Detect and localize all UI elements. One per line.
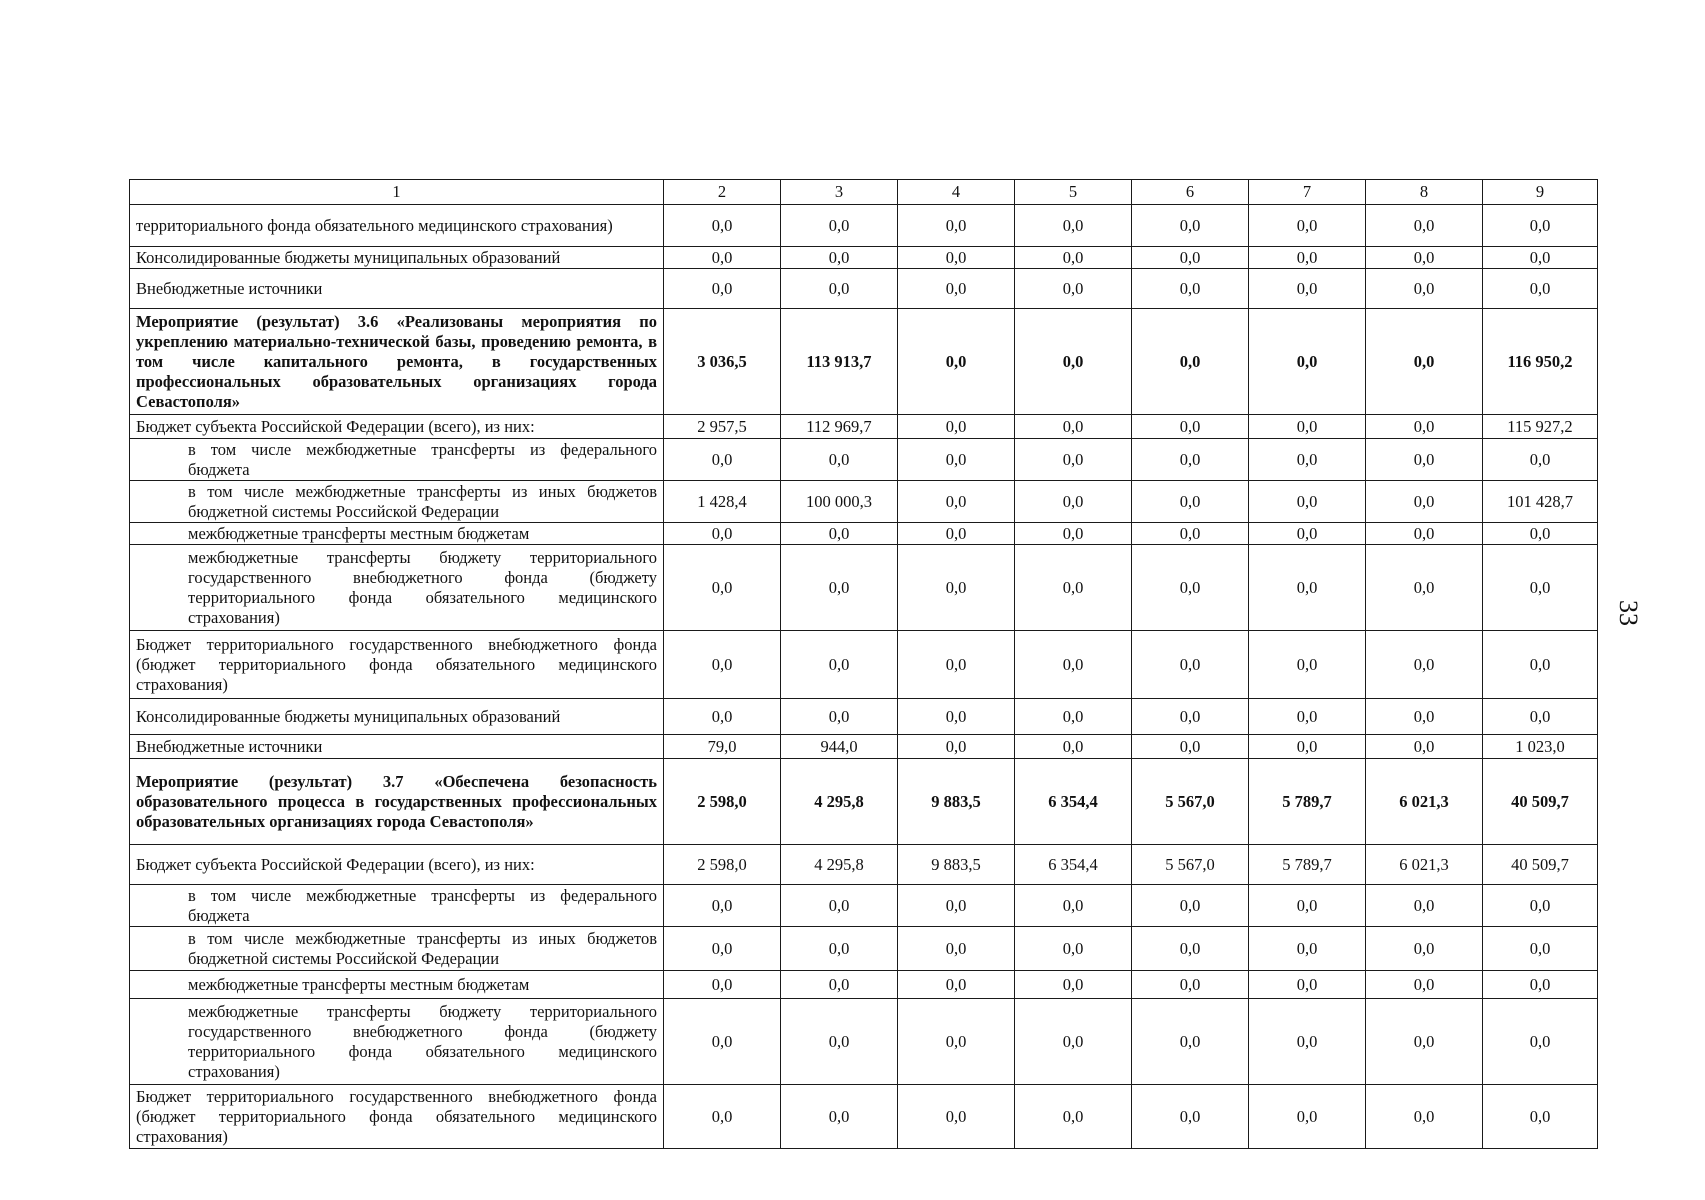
value-cell: 0,0 <box>1015 439 1132 481</box>
header-cell: 8 <box>1366 180 1483 205</box>
value-cell: 0,0 <box>664 999 781 1085</box>
header-cell: 9 <box>1483 180 1598 205</box>
table-row <box>130 247 1598 269</box>
row-label: Консолидированные бюджеты муниципальных образований <box>130 247 664 269</box>
table-row <box>130 845 1598 885</box>
row-label: Внебюджетные источники <box>130 735 664 759</box>
value-cell: 0,0 <box>898 1085 1015 1149</box>
value-cell: 0,0 <box>1483 545 1598 631</box>
value-cell: 0,0 <box>664 885 781 927</box>
value-cell: 0,0 <box>1132 205 1249 247</box>
value-cell: 9 883,5 <box>898 845 1015 885</box>
value-cell: 0,0 <box>1249 247 1366 269</box>
value-cell: 0,0 <box>1249 735 1366 759</box>
value-cell: 0,0 <box>781 971 898 999</box>
value-cell: 0,0 <box>1249 885 1366 927</box>
table-row <box>130 481 1598 523</box>
value-cell: 0,0 <box>664 269 781 309</box>
value-cell: 0,0 <box>1249 699 1366 735</box>
value-cell: 0,0 <box>1366 971 1483 999</box>
row-label: Мероприятие (результат) 3.7 «Обеспечена безопасность образовательного процесса в государственных профессиональных образовательных организациях города Севастополя» <box>130 759 664 845</box>
row-label: межбюджетные трансферты местным бюджетам <box>130 971 664 999</box>
value-cell: 0,0 <box>1015 545 1132 631</box>
table-row <box>130 885 1598 927</box>
value-cell: 0,0 <box>1132 971 1249 999</box>
value-cell: 0,0 <box>1132 309 1249 415</box>
value-cell: 0,0 <box>898 699 1015 735</box>
value-cell: 0,0 <box>898 523 1015 545</box>
value-cell: 0,0 <box>1483 205 1598 247</box>
row-label: в том числе межбюджетные трансферты из иных бюджетов бюджетной системы Российской Федерации <box>130 927 664 971</box>
row-label: Консолидированные бюджеты муниципальных образований <box>130 699 664 735</box>
value-cell: 0,0 <box>898 269 1015 309</box>
value-cell: 0,0 <box>664 971 781 999</box>
value-cell: 0,0 <box>898 999 1015 1085</box>
value-cell: 0,0 <box>1366 927 1483 971</box>
value-cell: 101 428,7 <box>1483 481 1598 523</box>
value-cell: 0,0 <box>1132 523 1249 545</box>
value-cell: 0,0 <box>1249 523 1366 545</box>
row-label: в том числе межбюджетные трансферты из федерального бюджета <box>130 439 664 481</box>
value-cell: 115 927,2 <box>1483 415 1598 439</box>
value-cell: 0,0 <box>1249 415 1366 439</box>
value-cell: 0,0 <box>898 927 1015 971</box>
value-cell: 1 428,4 <box>664 481 781 523</box>
value-cell: 0,0 <box>664 927 781 971</box>
value-cell: 112 969,7 <box>781 415 898 439</box>
value-cell: 0,0 <box>1366 885 1483 927</box>
row-label: в том числе межбюджетные трансферты из иных бюджетов бюджетной системы Российской Федерации <box>130 481 664 523</box>
value-cell: 0,0 <box>1249 999 1366 1085</box>
value-cell: 0,0 <box>1015 269 1132 309</box>
value-cell: 1 023,0 <box>1483 735 1598 759</box>
value-cell: 0,0 <box>781 523 898 545</box>
value-cell: 0,0 <box>1366 699 1483 735</box>
row-label: межбюджетные трансферты местным бюджетам <box>130 523 664 545</box>
value-cell: 40 509,7 <box>1483 845 1598 885</box>
table-row <box>130 1085 1598 1149</box>
value-cell: 0,0 <box>898 309 1015 415</box>
value-cell: 0,0 <box>1249 269 1366 309</box>
row-label: Мероприятие (результат) 3.6 «Реализованы мероприятия по укреплению материально-технической базы, проведению ремонта, в том числе капитального ремонта, в государственных профессиональных образовательных организациях города Севастополя» <box>130 309 664 415</box>
value-cell: 0,0 <box>664 439 781 481</box>
value-cell: 2 598,0 <box>664 759 781 845</box>
value-cell: 0,0 <box>1132 885 1249 927</box>
value-cell: 0,0 <box>1015 735 1132 759</box>
value-cell: 0,0 <box>1249 545 1366 631</box>
table-row <box>130 631 1598 699</box>
table-row <box>130 309 1598 415</box>
table-row <box>130 205 1598 247</box>
value-cell: 0,0 <box>1132 481 1249 523</box>
value-cell: 0,0 <box>898 247 1015 269</box>
value-cell: 0,0 <box>781 545 898 631</box>
value-cell: 0,0 <box>1132 247 1249 269</box>
value-cell: 0,0 <box>1015 885 1132 927</box>
row-label: Бюджет территориального государственного внебюджетного фонда (бюджет территориального фонда обязательного медицинского страхования) <box>130 631 664 699</box>
value-cell: 3 036,5 <box>664 309 781 415</box>
value-cell: 0,0 <box>1015 927 1132 971</box>
value-cell: 0,0 <box>1249 309 1366 415</box>
table-row <box>130 415 1598 439</box>
value-cell: 5 789,7 <box>1249 759 1366 845</box>
value-cell: 0,0 <box>664 699 781 735</box>
value-cell: 0,0 <box>1366 735 1483 759</box>
value-cell: 0,0 <box>781 205 898 247</box>
header-cell: 5 <box>1015 180 1132 205</box>
header-cell: 4 <box>898 180 1015 205</box>
value-cell: 0,0 <box>1483 699 1598 735</box>
value-cell: 0,0 <box>1483 269 1598 309</box>
value-cell: 0,0 <box>1366 545 1483 631</box>
row-label: Бюджет субъекта Российской Федерации (всего), из них: <box>130 415 664 439</box>
value-cell: 0,0 <box>1249 1085 1366 1149</box>
value-cell: 0,0 <box>1015 481 1132 523</box>
page-number: 33 <box>1614 600 1643 626</box>
value-cell: 0,0 <box>1483 631 1598 699</box>
table-row <box>130 735 1598 759</box>
value-cell: 0,0 <box>781 631 898 699</box>
value-cell: 0,0 <box>781 999 898 1085</box>
value-cell: 5 567,0 <box>1132 845 1249 885</box>
table-row <box>130 699 1598 735</box>
value-cell: 0,0 <box>1483 971 1598 999</box>
value-cell: 0,0 <box>1366 631 1483 699</box>
value-cell: 0,0 <box>1132 1085 1249 1149</box>
value-cell: 0,0 <box>1249 481 1366 523</box>
table-header-row <box>130 180 1598 205</box>
row-label: межбюджетные трансферты бюджету территориального государственного внебюджетного фонда (бюджету территориального фонда обязательного медицинского страхования) <box>130 999 664 1085</box>
value-cell: 5 789,7 <box>1249 845 1366 885</box>
table-row <box>130 545 1598 631</box>
value-cell: 0,0 <box>664 545 781 631</box>
value-cell: 0,0 <box>898 971 1015 999</box>
value-cell: 0,0 <box>664 205 781 247</box>
value-cell: 0,0 <box>1132 999 1249 1085</box>
value-cell: 6 021,3 <box>1366 845 1483 885</box>
value-cell: 0,0 <box>1015 631 1132 699</box>
row-label: Бюджет территориального государственного внебюджетного фонда (бюджет территориального фонда обязательного медицинского страхования) <box>130 1085 664 1149</box>
table-row <box>130 927 1598 971</box>
value-cell: 0,0 <box>1249 631 1366 699</box>
value-cell: 2 598,0 <box>664 845 781 885</box>
value-cell: 116 950,2 <box>1483 309 1598 415</box>
value-cell: 0,0 <box>1015 247 1132 269</box>
value-cell: 0,0 <box>1483 999 1598 1085</box>
value-cell: 0,0 <box>781 439 898 481</box>
value-cell: 0,0 <box>1483 523 1598 545</box>
value-cell: 0,0 <box>1366 523 1483 545</box>
value-cell: 0,0 <box>1015 971 1132 999</box>
value-cell: 0,0 <box>1015 205 1132 247</box>
value-cell: 0,0 <box>1132 439 1249 481</box>
value-cell: 5 567,0 <box>1132 759 1249 845</box>
row-label: Бюджет субъекта Российской Федерации (всего), из них: <box>130 845 664 885</box>
table-row <box>130 523 1598 545</box>
table-row <box>130 269 1598 309</box>
table-row <box>130 439 1598 481</box>
value-cell: 0,0 <box>1132 631 1249 699</box>
value-cell: 0,0 <box>898 481 1015 523</box>
budget-table <box>129 179 1598 1149</box>
value-cell: 79,0 <box>664 735 781 759</box>
value-cell: 6 354,4 <box>1015 759 1132 845</box>
value-cell: 0,0 <box>1483 439 1598 481</box>
value-cell: 0,0 <box>1015 1085 1132 1149</box>
value-cell: 0,0 <box>664 523 781 545</box>
value-cell: 0,0 <box>1015 699 1132 735</box>
table-row <box>130 999 1598 1085</box>
value-cell: 0,0 <box>1366 999 1483 1085</box>
value-cell: 0,0 <box>1366 439 1483 481</box>
value-cell: 100 000,3 <box>781 481 898 523</box>
value-cell: 0,0 <box>664 1085 781 1149</box>
value-cell: 0,0 <box>1483 885 1598 927</box>
value-cell: 0,0 <box>898 885 1015 927</box>
value-cell: 0,0 <box>898 735 1015 759</box>
header-cell: 7 <box>1249 180 1366 205</box>
value-cell: 0,0 <box>1366 1085 1483 1149</box>
header-cell: 1 <box>130 180 664 205</box>
value-cell: 0,0 <box>1132 927 1249 971</box>
table-row <box>130 971 1598 999</box>
value-cell: 0,0 <box>1483 1085 1598 1149</box>
value-cell: 0,0 <box>1132 269 1249 309</box>
value-cell: 0,0 <box>1366 205 1483 247</box>
value-cell: 4 295,8 <box>781 845 898 885</box>
value-cell: 4 295,8 <box>781 759 898 845</box>
value-cell: 0,0 <box>898 631 1015 699</box>
value-cell: 0,0 <box>781 269 898 309</box>
value-cell: 0,0 <box>1249 927 1366 971</box>
value-cell: 0,0 <box>1015 523 1132 545</box>
value-cell: 2 957,5 <box>664 415 781 439</box>
value-cell: 0,0 <box>781 699 898 735</box>
value-cell: 0,0 <box>1015 999 1132 1085</box>
row-label: Внебюджетные источники <box>130 269 664 309</box>
value-cell: 0,0 <box>1132 735 1249 759</box>
header-cell: 2 <box>664 180 781 205</box>
value-cell: 0,0 <box>664 631 781 699</box>
value-cell: 6 021,3 <box>1366 759 1483 845</box>
value-cell: 0,0 <box>1249 971 1366 999</box>
value-cell: 113 913,7 <box>781 309 898 415</box>
value-cell: 0,0 <box>1483 247 1598 269</box>
value-cell: 0,0 <box>1366 309 1483 415</box>
value-cell: 0,0 <box>1366 415 1483 439</box>
value-cell: 6 354,4 <box>1015 845 1132 885</box>
value-cell: 0,0 <box>898 545 1015 631</box>
value-cell: 0,0 <box>1483 927 1598 971</box>
value-cell: 0,0 <box>1132 699 1249 735</box>
header-cell: 6 <box>1132 180 1249 205</box>
value-cell: 0,0 <box>1366 269 1483 309</box>
table-row <box>130 759 1598 845</box>
row-label: в том числе межбюджетные трансферты из федерального бюджета <box>130 885 664 927</box>
value-cell: 0,0 <box>898 415 1015 439</box>
value-cell: 0,0 <box>781 885 898 927</box>
value-cell: 0,0 <box>781 1085 898 1149</box>
value-cell: 0,0 <box>1249 439 1366 481</box>
value-cell: 9 883,5 <box>898 759 1015 845</box>
value-cell: 0,0 <box>1015 309 1132 415</box>
value-cell: 0,0 <box>898 439 1015 481</box>
value-cell: 0,0 <box>1366 481 1483 523</box>
value-cell: 0,0 <box>1132 545 1249 631</box>
value-cell: 0,0 <box>1249 205 1366 247</box>
value-cell: 0,0 <box>664 247 781 269</box>
value-cell: 944,0 <box>781 735 898 759</box>
value-cell: 0,0 <box>1015 415 1132 439</box>
value-cell: 0,0 <box>781 247 898 269</box>
value-cell: 0,0 <box>1366 247 1483 269</box>
value-cell: 0,0 <box>1132 415 1249 439</box>
value-cell: 0,0 <box>781 927 898 971</box>
header-cell: 3 <box>781 180 898 205</box>
row-label: территориального фонда обязательного медицинского страхования) <box>130 205 664 247</box>
value-cell: 40 509,7 <box>1483 759 1598 845</box>
value-cell: 0,0 <box>898 205 1015 247</box>
row-label: межбюджетные трансферты бюджету территориального государственного внебюджетного фонда (бюджету территориального фонда обязательного медицинского страхования) <box>130 545 664 631</box>
